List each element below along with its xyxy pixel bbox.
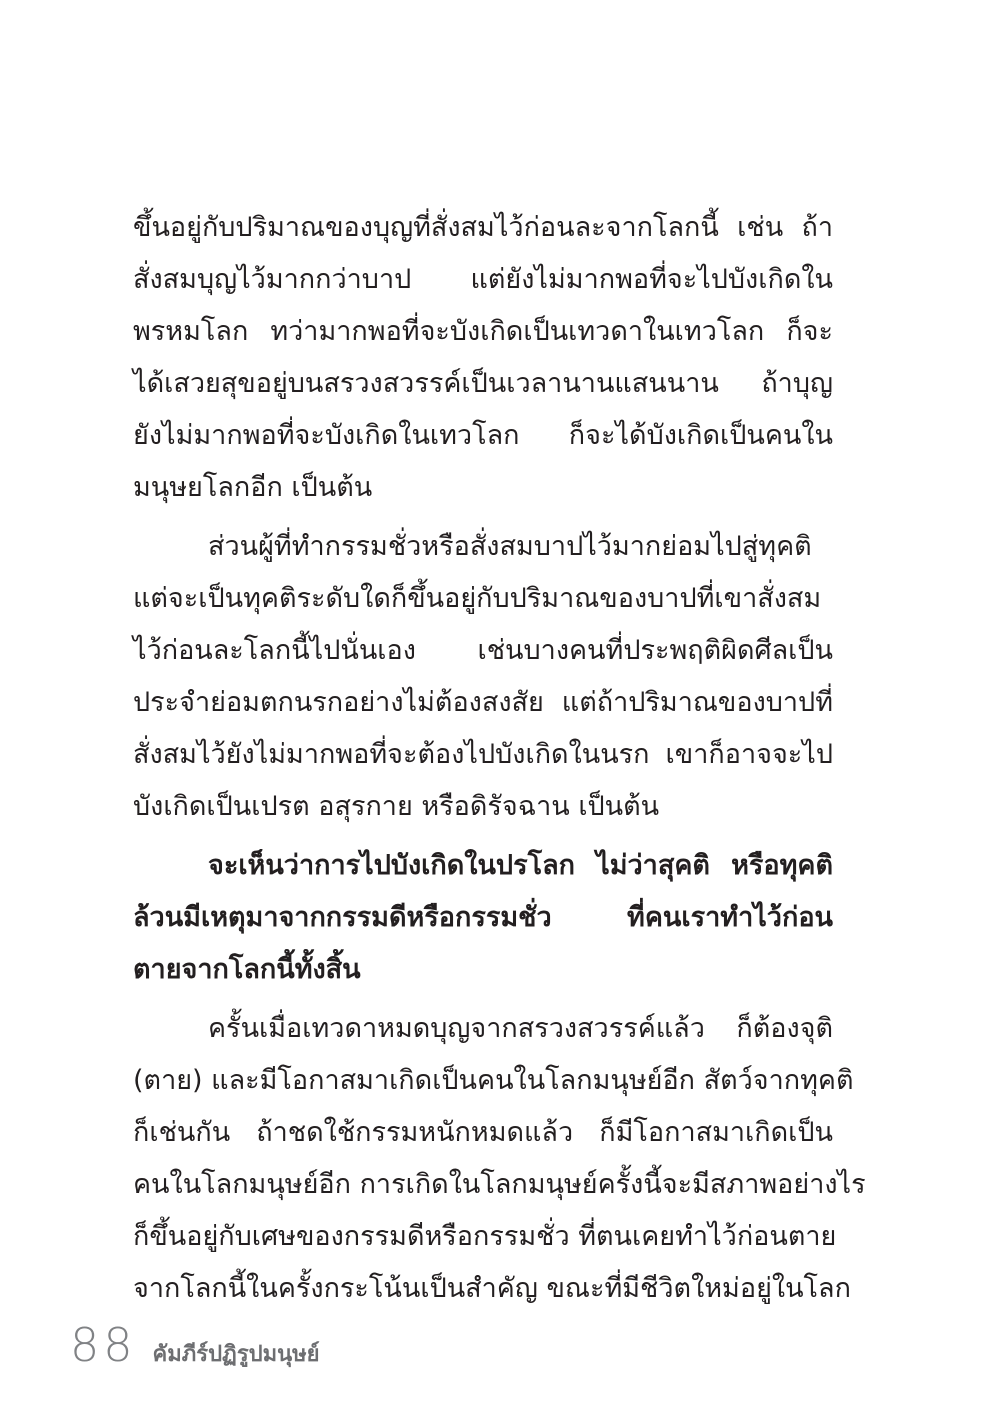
text-line: ได้เสวยสุขอยู่บนสรวงสวรรค์เป็นเวลานานแสนนาน ถ้าบุญ: [133, 368, 833, 399]
paragraph-1: [133, 202, 833, 514]
text-line: สั่งสมบุญไว้มากกว่าบาป แต่ยังไม่มากพอที่จะไปบังเกิดใน: [133, 264, 833, 295]
text-line: พรหมโลก ทว่ามากพอที่จะบังเกิดเป็นเทวดาในเทวโลก ก็จะ: [133, 316, 833, 347]
text-line: จะเห็นว่าการไปบังเกิดในปรโลก ไม่ว่าสุคติ หรือทุคติ: [208, 850, 833, 881]
text-line: ขึ้นอยู่กับปริมาณของบุญที่สั่งสมไว้ก่อนละจากโลกนี้ เช่น ถ้า: [133, 212, 833, 243]
text-line: ตายจากโลกนี้ทั้งสิ้น: [133, 954, 361, 985]
text-line: ประจำย่อมตกนรกอย่างไม่ต้องสงสัย แต่ถ้าปริมาณของบาปที่: [133, 687, 833, 718]
paragraph-4: [133, 1003, 866, 1315]
paragraph-3-emphasis: [133, 840, 833, 996]
page-footer: [70, 1318, 320, 1378]
body-text: [133, 202, 866, 1315]
paragraph-2: [133, 521, 833, 833]
text-line: ยังไม่มากพอที่จะบังเกิดในเทวโลก ก็จะได้บังเกิดเป็นคนใน: [133, 420, 833, 451]
text-line: จากโลกนี้ในครั้งกระโน้นเป็นสำคัญ ขณะที่มีชีวิตใหม่อยู่ในโลก: [133, 1273, 851, 1304]
text-line: มนุษยโลกอีก เป็นต้น: [133, 472, 373, 503]
text-line: แต่จะเป็นทุคติระดับใดก็ขึ้นอยู่กับปริมาณของบาปที่เขาสั่งสม: [133, 583, 822, 614]
text-line: ส่วนผู้ที่ทำกรรมชั่วหรือสั่งสมบาปไว้มากย่อมไปสู่ทุคติ: [208, 531, 812, 562]
text-line: คนในโลกมนุษย์อีก การเกิดในโลกมนุษย์ครั้งนี้จะมีสภาพอย่างไร: [133, 1169, 866, 1200]
text-line: ไว้ก่อนละโลกนี้ไปนั่นเอง เช่นบางคนที่ประพฤติผิดศีลเป็น: [133, 635, 833, 666]
page-number: 88: [70, 1318, 137, 1372]
text-line: ก็ขึ้นอยู่กับเศษของกรรมดีหรือกรรมชั่ว ที่ตนเคยทำไว้ก่อนตาย: [133, 1221, 837, 1252]
text-line: บังเกิดเป็นเปรต อสุรกาย หรือดิรัจฉาน เป็นต้น: [133, 791, 660, 822]
text-line: ล้วนมีเหตุมาจากกรรมดีหรือกรรมชั่ว ที่คนเราทำไว้ก่อน: [133, 902, 833, 933]
text-line: (ตาย) และมีโอกาสมาเกิดเป็นคนในโลกมนุษย์อีก สัตว์จากทุคติ: [133, 1065, 854, 1096]
text-line: ก็เช่นกัน ถ้าชดใช้กรรมหนักหมดแล้ว ก็มีโอกาสมาเกิดเป็น: [133, 1117, 833, 1148]
text-line: ครั้นเมื่อเทวดาหมดบุญจากสรวงสวรรค์แล้ว ก็ต้องจุติ: [208, 1013, 833, 1044]
text-line: สั่งสมไว้ยังไม่มากพอที่จะต้องไปบังเกิดในนรก เขาก็อาจจะไป: [133, 739, 833, 770]
book-title: คัมภีร์ปฏิรูปมนุษย์: [152, 1342, 320, 1367]
